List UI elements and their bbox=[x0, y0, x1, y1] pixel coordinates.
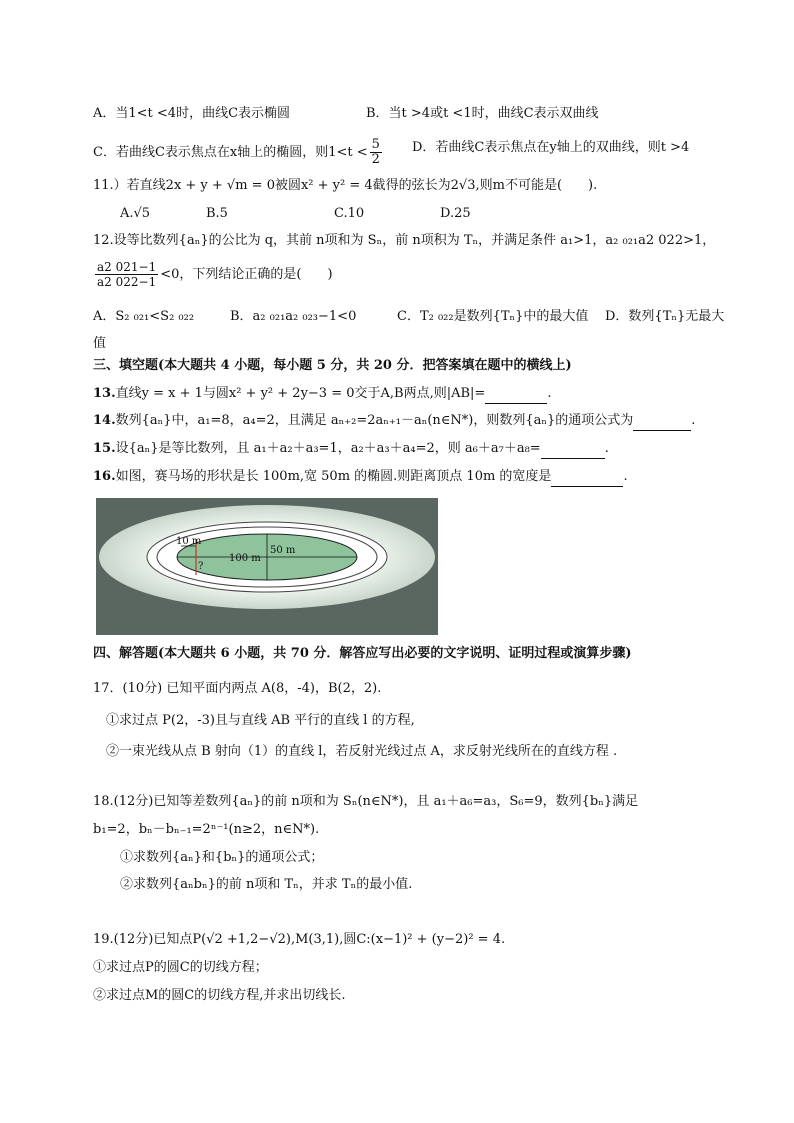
q13-text: 直线y = x + 1与圆x² + y² + 2y−3 = 0交于A,B两点,则|AB|= bbox=[115, 386, 486, 401]
q10-option-c-text: C．若曲线C表示焦点在x轴上的椭圆，则1<t < bbox=[93, 145, 368, 160]
q16-number: 16. bbox=[93, 469, 116, 484]
q13-number: 13. bbox=[93, 386, 116, 401]
racetrack-figure bbox=[96, 498, 438, 635]
q12-option-d-wrap: 值 bbox=[93, 336, 107, 351]
q17-part1: ①求过点 P(2，-3)且与直线 AB 平行的直线 l 的方程, bbox=[106, 713, 415, 728]
q15-number: 15. bbox=[93, 441, 116, 456]
q12-stem: 12.设等比数列{aₙ}的公比为 q，其前 n项和为 Sₙ，前 n项积为 Tₙ，并满足条件 a₁>1，a₂ ₀₂₁a2 022>1， bbox=[93, 233, 716, 248]
q14-answer-blank bbox=[633, 416, 691, 431]
q12-option-d: D．数列{Tₙ}无最大 bbox=[605, 309, 725, 324]
q15-tail: . bbox=[604, 441, 609, 456]
q14-tail: . bbox=[691, 413, 696, 428]
section4-heading: 四、解答题(本大题共 6 小题，共 70 分．解答应写出必要的文字说明、证明过程或演算步骤) bbox=[93, 646, 632, 661]
q19-stem: 19.(12分)已知点P(√2 +1,2−√2),M(3,1),圆C:(x−1)² + (y−2)² = 4. bbox=[93, 932, 506, 947]
label-100m: 100 m bbox=[229, 553, 261, 564]
q18-part1: ①求数列{aₙ}和{bₙ}的通项公式； bbox=[120, 850, 324, 865]
fraction-denominator: a2 022−1 bbox=[97, 275, 157, 289]
q13-answer-blank bbox=[485, 389, 547, 404]
q15-answer-blank bbox=[541, 444, 605, 459]
q12-option-b: B．a₂ ₀₂₁a₂ ₀₂₃−1<0 bbox=[230, 309, 357, 324]
q13-tail: . bbox=[547, 386, 552, 401]
q17-stem: 17．(10分) 已知平面内两点 A(8，-4)，B(2，2). bbox=[93, 681, 382, 696]
q19-part2: ②求过点M的圆C的切线方程,并求出切线长. bbox=[93, 988, 346, 1003]
label-50m: 50 m bbox=[270, 545, 296, 556]
q11-option-a: A.√5 bbox=[120, 206, 151, 221]
q16-tail: . bbox=[623, 469, 628, 484]
q12-condition-tail: <0，下列结论正确的是( ) bbox=[160, 267, 333, 282]
q10-option-c-fraction bbox=[370, 138, 382, 167]
q16-answer-blank bbox=[551, 472, 623, 487]
q11-option-c: C.10 bbox=[334, 206, 365, 221]
section3-heading: 三、填空题(本大题共 4 小题，每小题 5 分，共 20 分．把答案填在题中的横线上) bbox=[93, 358, 572, 373]
q18-part2: ②求数列{aₙbₙ}的前 n项和 Tₙ，并求 Tₙ的最小值. bbox=[120, 877, 413, 892]
q10-option-c bbox=[93, 138, 384, 167]
label-10m: 10 m bbox=[176, 536, 202, 547]
fraction-numerator: 5 bbox=[371, 137, 380, 152]
q11-option-b: B.5 bbox=[206, 206, 228, 221]
fraction-denominator: 2 bbox=[371, 152, 380, 167]
q14-number: 14. bbox=[93, 413, 116, 428]
q18-line2: b₁=2，bₙ－bₙ₋₁=2ⁿ⁻¹(n≥2，n∈N*). bbox=[93, 822, 320, 837]
q10-option-b: B．当t >4或t <1时，曲线C表示双曲线 bbox=[366, 106, 599, 121]
q13 bbox=[93, 384, 551, 404]
q12-option-c: C．T₂ ₀₂₂是数列{Tₙ}中的最大值 bbox=[397, 309, 589, 324]
label-question: ? bbox=[198, 561, 204, 572]
q10-option-a: A．当1<t <4时，曲线C表示椭圆 bbox=[93, 106, 291, 121]
q12-option-a: A．S₂ ₀₂₁<S₂ ₀₂₂ bbox=[93, 309, 195, 324]
q11-option-d: D.25 bbox=[440, 206, 471, 221]
q10-option-d: D．若曲线C表示焦点在y轴上的双曲线，则t >4 bbox=[412, 140, 690, 155]
q12-fraction bbox=[95, 260, 158, 289]
q18-stem: 18.(12分)已知等差数列{aₙ}的前 n项和为 Sₙ(n∈N*)，且 a₁＋a₆=a₃，S₆=9，数列{bₙ}满足 bbox=[93, 794, 639, 809]
q16-text: 如图，赛马场的形状是长 100m,宽 50m 的椭圆.则距离顶点 10m 的宽度是 bbox=[115, 469, 552, 484]
q16 bbox=[93, 467, 628, 487]
q12-condition bbox=[93, 260, 333, 289]
q14 bbox=[93, 411, 695, 431]
q15-text: 设{aₙ}是等比数列，且 a₁＋a₂＋a₃=1，a₂＋a₃＋a₄=2，则 a₆＋a₇＋a₈= bbox=[115, 441, 541, 456]
q17-part2: ②一束光线从点 B 射向（1）的直线 l，若反射光线过点 A，求反射光线所在的直线方程 . bbox=[106, 744, 618, 759]
q19-part1: ①求过点P的圆C的切线方程； bbox=[93, 960, 268, 975]
q15 bbox=[93, 439, 609, 459]
q14-text: 数列{aₙ}中，a₁=8，a₄=2，且满足 aₙ₊₂=2aₙ₊₁－aₙ(n∈N*)，则数列{aₙ}的通项公式为 bbox=[115, 413, 634, 428]
fraction-numerator: a2 021−1 bbox=[97, 260, 157, 274]
q11-stem: 11.）若直线2x + y + √m = 0被圆x² + y² = 4截得的弦长为2√3,则m不可能是( ). bbox=[93, 178, 598, 193]
